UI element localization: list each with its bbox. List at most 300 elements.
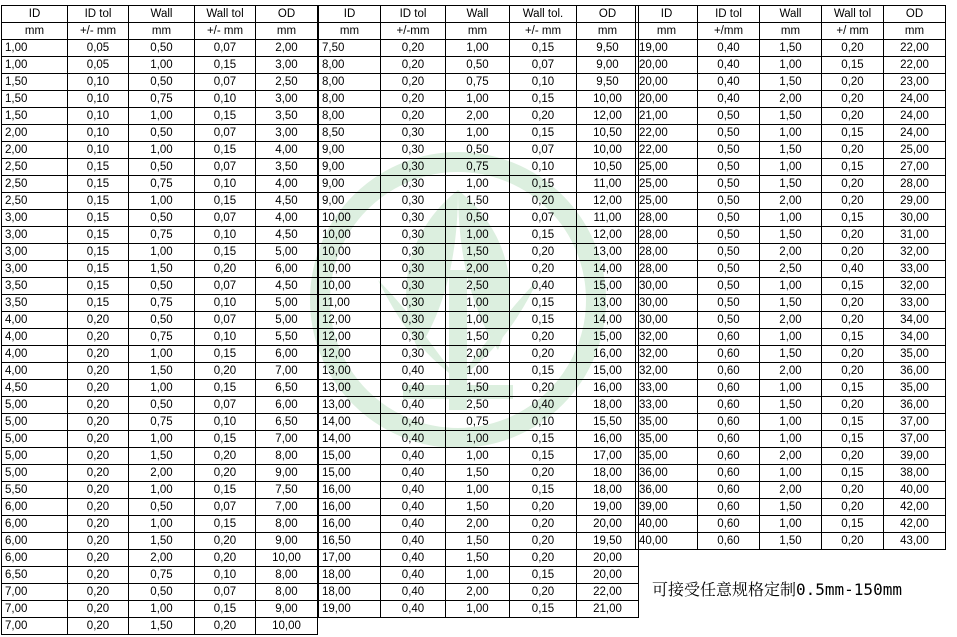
table-row [636,465,946,482]
od-cell: 4,00 [256,210,318,227]
wall-cell: 1,50 [760,176,822,193]
wall-tol-cell: 0,20 [822,193,884,210]
id-tol-cell: 0,40 [381,550,446,567]
id-tol-cell: 0,60 [698,533,760,550]
wall-tol-cell: 0,15 [195,346,256,363]
id-cell: 4,00 [2,346,68,363]
id-tol-cell: 0,30 [381,312,446,329]
unit-wall: mm [446,23,510,40]
header-id: ID [319,6,381,23]
wall-tol-cell: 0,15 [822,414,884,431]
od-cell: 11,00 [577,210,639,227]
custom-spec-note: 可接受任意规格定制0.5mm-150mm [652,580,902,599]
table-row [636,363,946,380]
wall-cell: 2,00 [760,312,822,329]
od-cell: 13,00 [577,244,639,261]
wall-cell: 2,00 [760,363,822,380]
id-tol-cell: 0,40 [381,533,446,550]
id-tol-cell: 0,20 [381,57,446,74]
id-tol-cell: 0,40 [381,380,446,397]
od-cell: 7,00 [256,499,318,516]
wall-cell: 1,50 [760,40,822,57]
wall-tol-cell: 0,20 [510,108,577,125]
od-cell: 6,00 [256,261,318,278]
table-row [636,346,946,363]
od-cell: 24,00 [884,125,946,142]
wall-tol-cell: 0,15 [195,601,256,618]
wall-cell: 1,50 [760,108,822,125]
spec-table-1-body [2,40,318,635]
wall-tol-cell: 0,10 [195,227,256,244]
id-cell: 2,50 [2,193,68,210]
wall-cell: 1,00 [446,363,510,380]
id-tol-cell: 0,40 [381,601,446,618]
id-tol-cell: 0,50 [698,210,760,227]
wall-cell: 1,00 [446,125,510,142]
id-cell: 19,00 [636,40,698,57]
header-row [636,6,946,23]
id-tol-cell: 0,10 [68,91,129,108]
id-tol-cell: 0,60 [698,414,760,431]
od-cell: 5,50 [256,329,318,346]
id-tol-cell: 0,15 [68,176,129,193]
table-row [636,40,946,57]
wall-cell: 1,50 [446,533,510,550]
wall-cell: 1,00 [446,567,510,584]
id-tol-cell: 0,60 [698,363,760,380]
header-wall-tol: Wall tol [195,6,256,23]
table-row [319,465,639,482]
table-row [636,91,946,108]
od-cell: 21,00 [577,601,639,618]
wall-cell: 0,50 [129,278,195,295]
id-cell: 21,00 [636,108,698,125]
wall-tol-cell: 0,20 [510,550,577,567]
wall-tol-cell: 0,07 [195,499,256,516]
id-cell: 28,00 [636,261,698,278]
od-cell: 4,50 [256,193,318,210]
od-cell: 22,00 [577,584,639,601]
wall-cell: 0,50 [446,142,510,159]
id-tol-cell: 0,20 [381,91,446,108]
table-row [2,261,318,278]
id-tol-cell: 0,50 [698,176,760,193]
wall-cell: 0,75 [129,295,195,312]
id-cell: 25,00 [636,193,698,210]
od-cell: 33,00 [884,295,946,312]
id-cell: 6,00 [2,533,68,550]
wall-tol-cell: 0,07 [195,159,256,176]
unit-wall-tol: +/- mm [195,23,256,40]
wall-tol-cell: 0,20 [510,516,577,533]
od-cell: 4,00 [256,142,318,159]
od-cell: 22,00 [884,57,946,74]
id-cell: 20,00 [636,57,698,74]
wall-tol-cell: 0,20 [510,329,577,346]
od-cell: 10,00 [577,91,639,108]
od-cell: 43,00 [884,533,946,550]
wall-tol-cell: 0,20 [510,465,577,482]
id-tol-cell: 0,20 [68,363,129,380]
od-cell: 40,00 [884,482,946,499]
id-cell: 6,00 [2,516,68,533]
od-cell: 15,00 [577,363,639,380]
wall-cell: 0,75 [446,159,510,176]
table-row [319,91,639,108]
id-tol-cell: 0,15 [68,210,129,227]
table-row [319,499,639,516]
od-cell: 32,00 [884,278,946,295]
id-tol-cell: 0,50 [698,278,760,295]
id-cell: 14,00 [319,414,381,431]
od-cell: 8,00 [256,516,318,533]
unit-id: mm [319,23,381,40]
table-row [2,244,318,261]
id-tol-cell: 0,40 [698,91,760,108]
id-cell: 9,00 [319,142,381,159]
header-wall-tol: Wall tol [822,6,884,23]
id-tol-cell: 0,40 [381,397,446,414]
od-cell: 20,00 [577,567,639,584]
unit-wall: mm [129,23,195,40]
unit-od: mm [577,23,639,40]
wall-tol-cell: 0,20 [510,533,577,550]
wall-tol-cell: 0,20 [822,482,884,499]
id-cell: 32,00 [636,346,698,363]
wall-cell: 1,50 [446,329,510,346]
wall-tol-cell: 0,20 [822,397,884,414]
id-cell: 32,00 [636,329,698,346]
wall-cell: 2,00 [760,91,822,108]
wall-tol-cell: 0,40 [510,278,577,295]
spec-table-2-body [319,40,639,618]
id-cell: 16,00 [319,499,381,516]
od-cell: 10,50 [577,159,639,176]
table-row [319,431,639,448]
wall-cell: 2,50 [760,261,822,278]
wall-tol-cell: 0,20 [822,227,884,244]
wall-cell: 1,00 [446,227,510,244]
od-cell: 33,00 [884,261,946,278]
header-id-tol: ID tol [381,6,446,23]
table-row [636,57,946,74]
units-row [319,23,639,40]
id-cell: 1,00 [2,57,68,74]
table-row [2,482,318,499]
id-tol-cell: 0,30 [381,125,446,142]
wall-cell: 1,00 [760,210,822,227]
table-row [636,312,946,329]
od-cell: 35,00 [884,380,946,397]
od-cell: 13,00 [577,295,639,312]
wall-tol-cell: 0,07 [195,312,256,329]
id-tol-cell: 0,50 [698,193,760,210]
table-row [2,448,318,465]
table-row [2,74,318,91]
id-tol-cell: 0,20 [68,380,129,397]
wall-cell: 1,00 [129,601,195,618]
wall-tol-cell: 0,15 [822,516,884,533]
id-tol-cell: 0,40 [381,516,446,533]
wall-tol-cell: 0,07 [195,210,256,227]
wall-cell: 1,50 [129,363,195,380]
id-cell: 33,00 [636,380,698,397]
id-cell: 8,00 [319,57,381,74]
table-row [636,227,946,244]
id-tol-cell: 0,60 [698,499,760,516]
id-tol-cell: 0,20 [381,108,446,125]
table-row [319,312,639,329]
od-cell: 18,00 [577,465,639,482]
wall-tol-cell: 0,15 [195,193,256,210]
wall-tol-cell: 0,20 [195,618,256,635]
id-tol-cell: 0,60 [698,431,760,448]
id-tol-cell: 0,50 [698,142,760,159]
units-row [636,23,946,40]
od-cell: 20,00 [577,550,639,567]
id-cell: 39,00 [636,499,698,516]
id-tol-cell: 0,10 [68,74,129,91]
table-row [319,142,639,159]
wall-tol-cell: 0,20 [822,499,884,516]
od-cell: 3,00 [256,57,318,74]
wall-cell: 1,50 [760,397,822,414]
id-tol-cell: 0,60 [698,329,760,346]
od-cell: 36,00 [884,397,946,414]
wall-tol-cell: 0,20 [195,550,256,567]
id-tol-cell: 0,50 [698,227,760,244]
wall-cell: 2,00 [760,448,822,465]
id-cell: 13,00 [319,380,381,397]
wall-cell: 0,50 [129,584,195,601]
wall-tol-cell: 0,15 [822,210,884,227]
unit-wall-tol: +/ mm [822,23,884,40]
id-cell: 6,00 [2,499,68,516]
unit-id-tol: +/-mm [381,23,446,40]
wall-tol-cell: 0,20 [510,346,577,363]
table-row [2,193,318,210]
id-tol-cell: 0,20 [381,40,446,57]
table-row [2,108,318,125]
wall-cell: 1,00 [129,57,195,74]
table-row [2,227,318,244]
wall-tol-cell: 0,20 [822,176,884,193]
wall-cell: 1,50 [760,499,822,516]
wall-tol-cell: 0,20 [510,584,577,601]
od-cell: 3,00 [256,125,318,142]
id-cell: 7,00 [2,584,68,601]
wall-tol-cell: 0,10 [195,91,256,108]
id-tol-cell: 0,05 [68,40,129,57]
od-cell: 29,00 [884,193,946,210]
od-cell: 9,00 [256,601,318,618]
wall-tol-cell: 0,15 [195,482,256,499]
table-row [2,533,318,550]
od-cell: 25,00 [884,142,946,159]
wall-cell: 0,50 [129,74,195,91]
wall-tol-cell: 0,07 [195,74,256,91]
table-row [2,584,318,601]
id-cell: 6,50 [2,567,68,584]
table-row [636,431,946,448]
table-row [2,40,318,57]
wall-cell: 2,00 [446,346,510,363]
id-cell: 16,00 [319,482,381,499]
table-row [636,380,946,397]
od-cell: 9,50 [577,40,639,57]
spec-table-3 [635,5,946,550]
header-wall: Wall [446,6,510,23]
id-cell: 7,00 [2,601,68,618]
table-row [319,584,639,601]
id-cell: 16,50 [319,533,381,550]
wall-cell: 0,75 [129,176,195,193]
wall-tol-cell: 0,20 [822,346,884,363]
od-cell: 9,50 [577,74,639,91]
wall-cell: 0,75 [129,91,195,108]
id-cell: 3,00 [2,261,68,278]
wall-cell: 1,00 [446,482,510,499]
id-cell: 1,50 [2,91,68,108]
od-cell: 10,00 [256,550,318,567]
id-tol-cell: 0,15 [68,227,129,244]
id-tol-cell: 0,20 [68,414,129,431]
wall-cell: 1,00 [760,329,822,346]
od-cell: 8,00 [256,584,318,601]
od-cell: 16,00 [577,380,639,397]
wall-cell: 0,75 [446,414,510,431]
id-tol-cell: 0,60 [698,516,760,533]
od-cell: 42,00 [884,499,946,516]
wall-tol-cell: 0,40 [822,261,884,278]
wall-cell: 1,00 [446,431,510,448]
id-cell: 2,50 [2,159,68,176]
wall-cell: 2,00 [446,108,510,125]
od-cell: 16,00 [577,346,639,363]
id-tol-cell: 0,20 [68,312,129,329]
id-tol-cell: 0,10 [68,108,129,125]
wall-cell: 1,50 [760,227,822,244]
od-cell: 35,00 [884,346,946,363]
wall-cell: 1,50 [760,295,822,312]
wall-cell: 1,00 [129,193,195,210]
od-cell: 6,50 [256,414,318,431]
id-cell: 15,00 [319,448,381,465]
wall-tol-cell: 0,15 [822,278,884,295]
wall-cell: 1,50 [760,533,822,550]
id-tol-cell: 0,50 [698,261,760,278]
id-tol-cell: 0,30 [381,261,446,278]
id-tol-cell: 0,20 [68,533,129,550]
wall-tol-cell: 0,10 [195,567,256,584]
od-cell: 22,00 [884,40,946,57]
od-cell: 24,00 [884,91,946,108]
od-cell: 4,00 [256,176,318,193]
wall-cell: 1,00 [446,448,510,465]
wall-cell: 1,00 [129,346,195,363]
od-cell: 7,50 [256,482,318,499]
id-tol-cell: 0,10 [68,125,129,142]
wall-cell: 1,00 [129,482,195,499]
wall-tol-cell: 0,15 [822,57,884,74]
unit-id-tol: +/mm [698,23,760,40]
wall-cell: 1,00 [760,278,822,295]
id-cell: 16,00 [319,516,381,533]
id-tol-cell: 0,30 [381,278,446,295]
id-tol-cell: 0,30 [381,159,446,176]
wall-cell: 0,50 [129,499,195,516]
wall-tol-cell: 0,15 [822,125,884,142]
wall-cell: 1,50 [760,346,822,363]
wall-cell: 1,00 [760,57,822,74]
id-cell: 36,00 [636,465,698,482]
wall-tol-cell: 0,10 [510,74,577,91]
wall-cell: 0,75 [129,329,195,346]
wall-tol-cell: 0,20 [195,448,256,465]
id-tol-cell: 0,20 [68,567,129,584]
id-cell: 10,00 [319,244,381,261]
id-cell: 33,00 [636,397,698,414]
wall-tol-cell: 0,15 [510,125,577,142]
od-cell: 14,00 [577,312,639,329]
wall-cell: 1,50 [446,499,510,516]
table-row [636,448,946,465]
wall-cell: 1,50 [129,261,195,278]
table-row [636,482,946,499]
od-cell: 42,00 [884,516,946,533]
od-cell: 10,50 [577,125,639,142]
wall-tol-cell: 0,20 [510,193,577,210]
od-cell: 2,00 [256,40,318,57]
units-row [2,23,318,40]
id-tol-cell: 0,40 [698,57,760,74]
wall-tol-cell: 0,20 [510,499,577,516]
wall-cell: 1,00 [446,91,510,108]
wall-tol-cell: 0,20 [822,295,884,312]
unit-id: mm [2,23,68,40]
od-cell: 19,50 [577,533,639,550]
wall-cell: 1,50 [129,448,195,465]
spec-table-3-body [636,40,946,550]
table-row [2,57,318,74]
wall-tol-cell: 0,20 [822,142,884,159]
od-cell: 3,50 [256,159,318,176]
od-cell: 20,00 [577,516,639,533]
wall-tol-cell: 0,10 [510,159,577,176]
wall-cell: 1,50 [760,142,822,159]
od-cell: 19,00 [577,499,639,516]
id-tol-cell: 0,30 [381,142,446,159]
id-cell: 3,50 [2,295,68,312]
table-row [636,193,946,210]
od-cell: 34,00 [884,312,946,329]
header-row [2,6,318,23]
table-row [2,142,318,159]
table-row [2,567,318,584]
wall-tol-cell: 0,15 [510,431,577,448]
id-tol-cell: 0,30 [381,329,446,346]
table-row [636,295,946,312]
table-row [319,533,639,550]
id-tol-cell: 0,15 [68,278,129,295]
wall-tol-cell: 0,20 [195,465,256,482]
table-row [636,397,946,414]
id-tol-cell: 0,20 [68,550,129,567]
id-cell: 4,00 [2,363,68,380]
id-tol-cell: 0,40 [698,74,760,91]
wall-cell: 1,00 [760,125,822,142]
table-row [319,278,639,295]
